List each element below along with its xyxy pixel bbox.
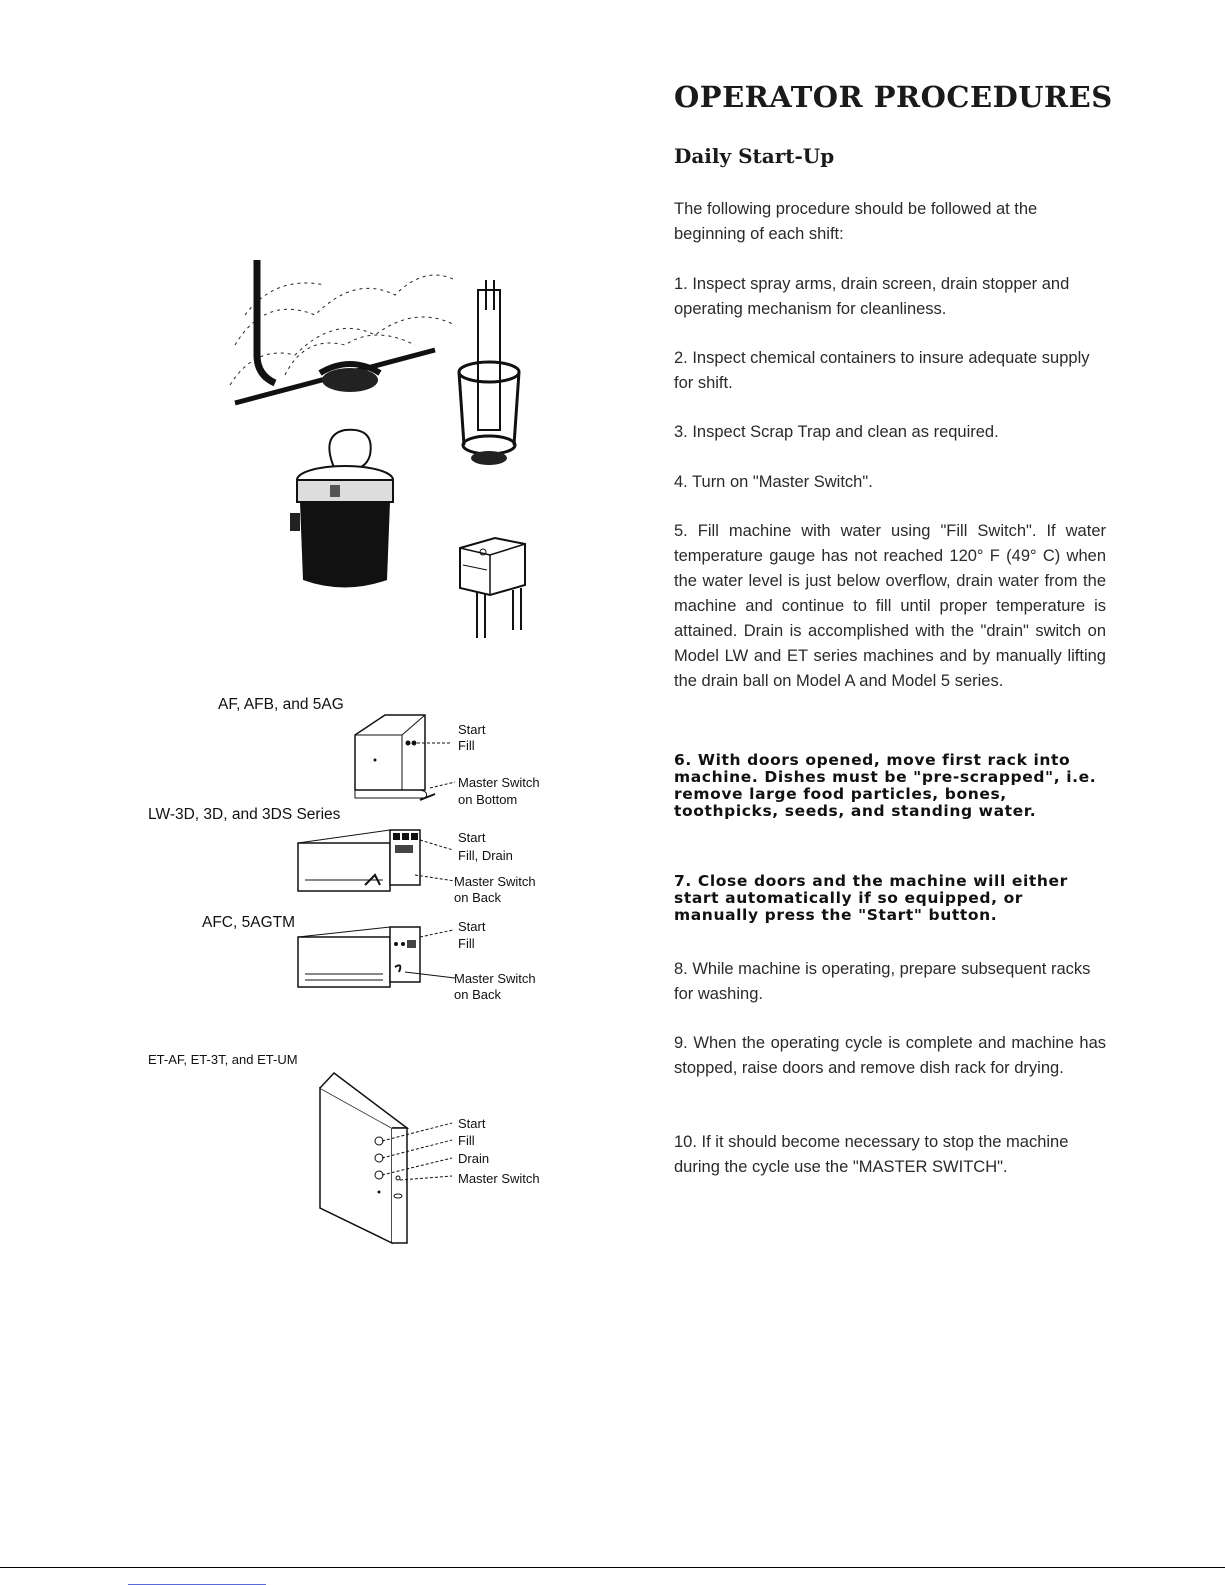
lw-master-loc-label: on Back	[454, 890, 501, 905]
procedure-header	[674, 80, 1114, 168]
step-3: 3. Inspect Scrap Trap and clean as required.	[674, 423, 999, 441]
et-fill-label: Fill	[458, 1133, 475, 1148]
afc-model-label: AFC, 5AGTM	[202, 914, 296, 931]
section-title: Daily Start-Up	[674, 144, 835, 168]
af-machine-diagram	[350, 710, 460, 805]
lw-master-label: Master Switch	[454, 874, 536, 889]
et-machine-diagram	[312, 1068, 472, 1248]
lw-machine-diagram	[295, 825, 460, 895]
page-title: OPERATOR PROCEDURES	[674, 80, 1113, 114]
step-8: 8. While machine is operating, prepare subsequent racks for washing.	[674, 960, 1091, 1003]
drain-stopper-illustration	[450, 280, 530, 480]
intro-paragraph: The following procedure should be followed at the beginning of each shift:	[674, 200, 1038, 243]
et-model-label: ET-AF, ET-3T, and ET-UM	[148, 1052, 298, 1067]
et-master-label: Master Switch	[458, 1171, 540, 1186]
step-6: 6. With doors opened, move first rack into machine. Dishes must be "pre-scrapped", i.e. remove large food particles, bones, toothpicks, seeds, and standing water.	[674, 751, 1097, 820]
af-fill-label: Fill	[458, 738, 475, 753]
et-drain-label: Drain	[458, 1151, 490, 1166]
step-5: 5. Fill machine with water using "Fill Switch". If water temperature gauge has not reached 120° F (49° C) when the water level is just below overflow, drain water from the machine and continue to fill until proper temperature is attained. Drain is accomplished with the "drain" switch on Model LW and ET series machines and by manually lifting the drain ball on Model A and Model 5 series.	[674, 522, 1106, 690]
af-start-label: Start	[458, 722, 486, 737]
step-7: 7. Close doors and the machine will either start automatically if so equipped, or manually press the "Start" button.	[674, 872, 1068, 924]
et-start-label: Start	[458, 1116, 486, 1131]
afc-master-label: Master Switch	[454, 971, 536, 986]
step-2: 2. Inspect chemical containers to insure adequate supply for shift.	[674, 349, 1090, 392]
afc-master-loc-label: on Back	[454, 987, 501, 1002]
lw-start-label: Start	[458, 830, 486, 845]
af-model-label: AF, AFB, and 5AG	[218, 696, 344, 713]
step-4: 4. Turn on "Master Switch".	[674, 473, 873, 491]
page-bottom-rule	[0, 1567, 1225, 1568]
afc-start-label: Start	[458, 919, 486, 934]
switch-box-illustration	[455, 530, 530, 640]
scrap-trap-illustration	[290, 425, 400, 595]
lw-model-label: LW-3D, 3D, and 3DS Series	[148, 806, 341, 823]
step-10: 10. If it should become necessary to stop the machine during the cycle use the "MASTER SWITCH".	[674, 1133, 1069, 1176]
lw-fill-label: Fill, Drain	[458, 848, 513, 863]
af-master-label: Master Switch	[458, 775, 540, 790]
step-1: 1. Inspect spray arms, drain screen, drain stopper and operating mechanism for cleanliness.	[674, 275, 1070, 318]
afc-fill-label: Fill	[458, 936, 475, 951]
step-9: 9. When the operating cycle is complete and machine has stopped, raise doors and remove dish rack for drying.	[674, 1034, 1106, 1077]
afc-machine-diagram	[295, 922, 460, 992]
af-master-loc-label: on Bottom	[458, 792, 518, 807]
